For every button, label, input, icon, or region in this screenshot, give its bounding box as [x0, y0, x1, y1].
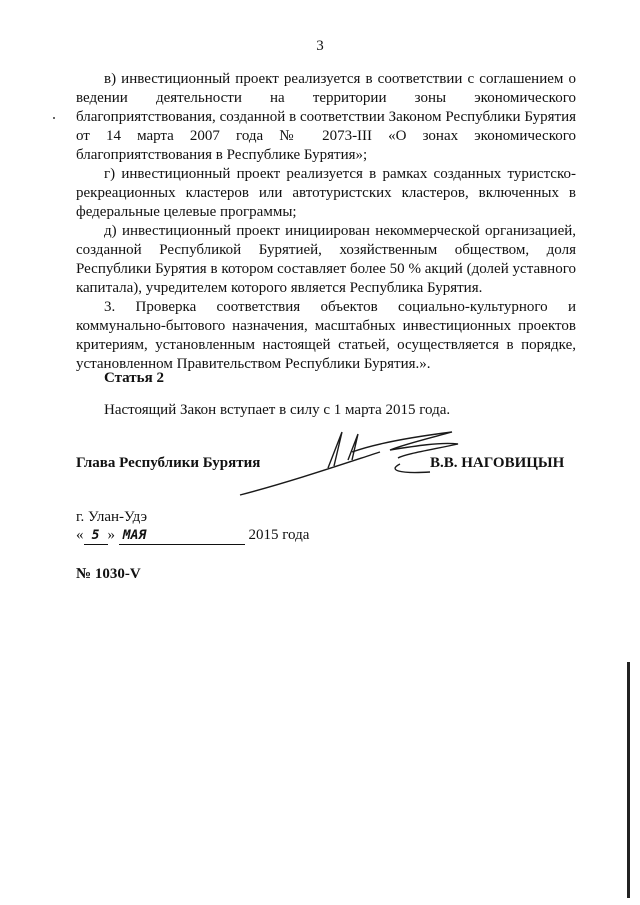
signatory-name: В.В. НАГОВИЦЫН: [430, 455, 565, 471]
paragraph-g: г) инвестиционный проект реализуется в рамках созданных туристско-рекреационных кластеров или автотуристских кластеров, включенных в федеральные целевые программы;: [76, 166, 576, 220]
date-day: 5: [84, 528, 108, 545]
date-close-quote: »: [107, 527, 115, 543]
scan-edge-bar: [627, 662, 630, 898]
paragraph-3: 3. Проверка соответствия объектов социально-культурного и коммунально-бытового назначения, масштабных инвестиционных проектов критериям, установленным настоящей статьей, осуществляется в порядке, установленном Правительством Республики Бурятия.».: [76, 299, 576, 372]
date-open-quote: «: [76, 527, 84, 543]
scan-speck: [53, 117, 55, 119]
date-line: [76, 527, 309, 545]
article-text: Настоящий Закон вступает в силу с 1 марта 2015 года.: [104, 402, 451, 418]
place: г. Улан-Удэ: [76, 509, 148, 525]
body-text: [76, 70, 576, 374]
signatory-title: Глава Республики Бурятия: [76, 455, 261, 471]
date-month: МАЯ: [119, 528, 245, 545]
date-year: 2015 года: [248, 527, 310, 543]
page-number: 3: [316, 38, 324, 54]
paragraph-d: д) инвестиционный проект инициирован некоммерческой организацией, созданной Республикой Бурятией, хозяйственным обществом, доля Республики Бурятия в котором составляет более 50 % акций (долей уставного капитала), учредителем которого является Республика Бурятия.: [76, 223, 576, 296]
paragraph-v: в) инвестиционный проект реализуется в соответствии с соглашением о ведении деятельности на территории зоны экономического благоприятствования, созданной в соответствии Законом Республики Бурятия от 14 марта 2007 года № 2073-III «О зонах экономического благоприятствования в Республике Бурятия»;: [76, 71, 576, 163]
law-number: № 1030-V: [76, 566, 141, 582]
article-heading: Статья 2: [104, 370, 164, 386]
